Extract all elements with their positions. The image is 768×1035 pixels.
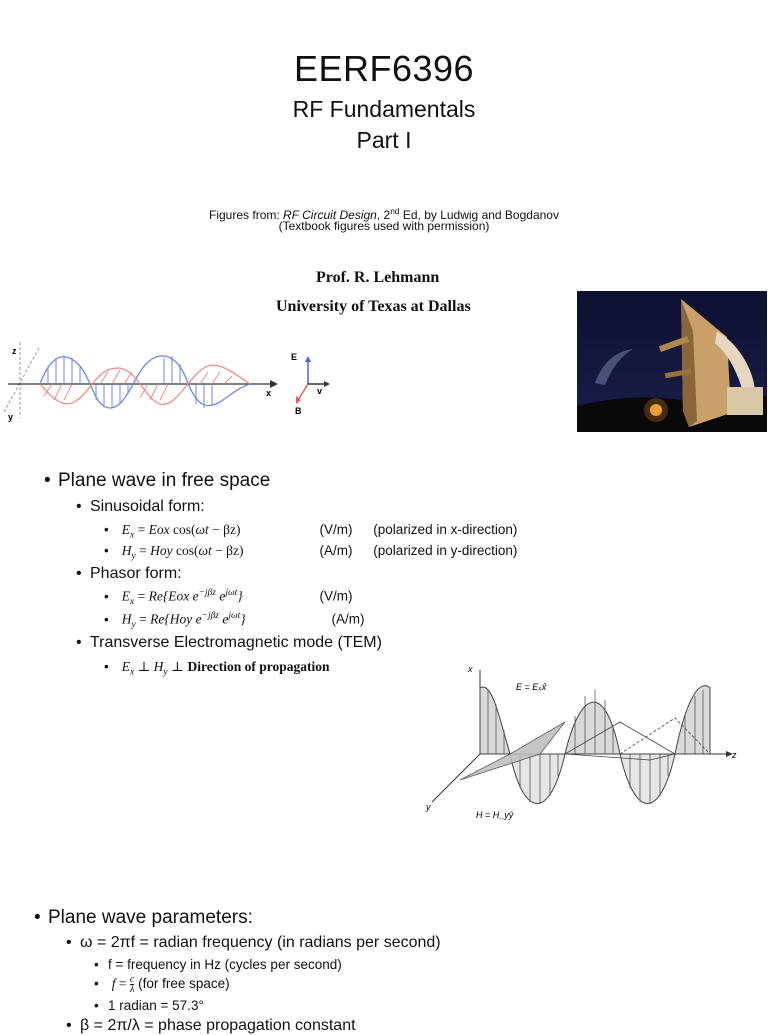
course-title: EERF6396 (293, 48, 475, 89)
subtitle-part: Part I (356, 127, 412, 153)
author-affiliation: University of Texas at Dallas (276, 298, 471, 315)
e-field-label: E = Eₓx̂ (516, 682, 547, 692)
tem-relation: • $E_x$ ⊥ $H_y$ ⊥ Direction of propagation (104, 659, 330, 678)
z-axis-label: z (732, 750, 737, 760)
section1-heading: • Plane wave in free space (44, 470, 271, 491)
axis-x-label: x (266, 388, 272, 398)
sinusoidal-label: • Sinusoidal form: (76, 498, 205, 515)
figure-credit: Figures from: RF Circuit Design, 2nd Ed, by Ludwig and Bogdanov (209, 206, 559, 222)
subtitle-rf: RF Fundamentals (292, 96, 476, 122)
vector-e-label: E (291, 352, 298, 362)
author-name: Prof. R. Lehmann (316, 269, 440, 286)
permission-note: (Textbook figures used with permission) (278, 219, 490, 233)
radian-def: • 1 radian = 57.3° (94, 998, 204, 1013)
tem-label: • Transverse Electromagnetic mode (TEM) (76, 634, 382, 651)
eq-ex-sinusoidal: • $E_x$ = Eox cos(ωt − βz) (V/m) (polarized in x-direction) (104, 522, 518, 541)
antenna-photo (577, 291, 767, 432)
phasor-label: • Phasor form: (76, 565, 182, 582)
axis-z-label: z (12, 346, 17, 356)
bullet-icon: • (44, 470, 51, 491)
em-wave-figure (0, 338, 340, 428)
f-free-space: • f = $\frac{c}{\lambda}$ (for free space) (94, 974, 230, 995)
eq-hy-sinusoidal: • $H_y$ = Hoy cos(ωt − βz) (A/m) (polarized in y-direction) (104, 543, 518, 562)
h-field-label: H = H_yŷ (476, 810, 514, 820)
omega-def: • ω = 2πf = radian frequency (in radians per second) (66, 934, 441, 951)
em-wave-3d-figure (420, 660, 740, 825)
section2-heading: • Plane wave parameters: (34, 907, 253, 928)
eq-ex-phasor: • $E_x = Re\{Eox$ $e^{-j\beta z}$ $e^{j\omega t}$} (V/m) (104, 588, 353, 608)
vector-b-label: B (295, 406, 302, 416)
f-def: • f = frequency in Hz (cycles per second) (94, 957, 342, 972)
axis-y-label: y (8, 412, 14, 422)
beta-def: • β = 2π/λ = phase propagation constant (66, 1017, 356, 1034)
vector-v-label: v (317, 386, 323, 396)
x-axis-label: x (468, 664, 473, 674)
y-axis-label: y (426, 802, 431, 812)
eq-hy-phasor: • $H_y = Re\{Hoy$ $e^{-j\beta z}$ $e^{j\omega t}$} (A/m) (104, 611, 365, 631)
